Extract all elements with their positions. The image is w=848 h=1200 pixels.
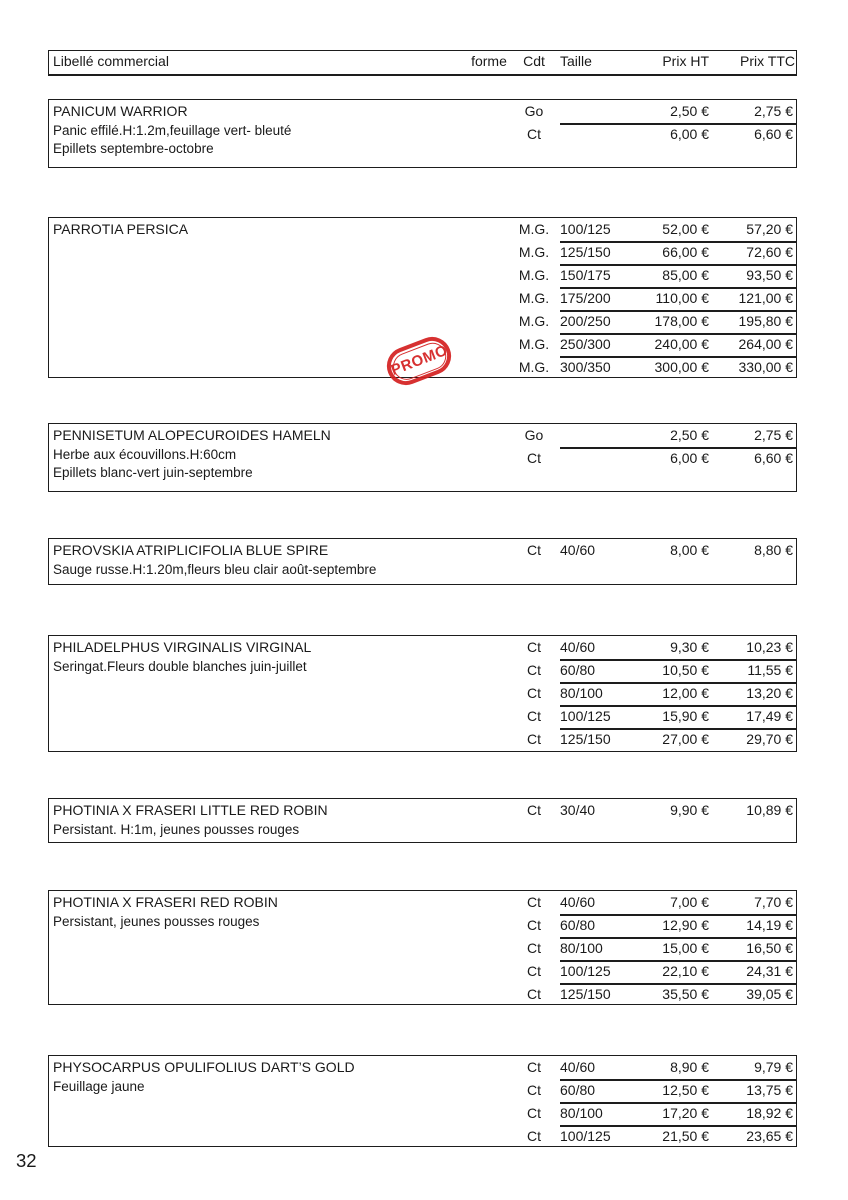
price-rows bbox=[49, 539, 796, 584]
cell-ttc: 9,79 € bbox=[754, 1059, 793, 1075]
price-rows bbox=[49, 891, 796, 1004]
price-row bbox=[49, 100, 796, 123]
cell-taille: 100/125 bbox=[560, 221, 611, 237]
cell-ht: 7,00 € bbox=[670, 894, 709, 910]
product-block bbox=[48, 890, 797, 1005]
cell-taille: 125/150 bbox=[560, 244, 611, 260]
product-block bbox=[48, 635, 797, 752]
price-rows bbox=[49, 100, 796, 167]
cell-ht: 300,00 € bbox=[654, 359, 709, 375]
cell-taille: 40/60 bbox=[560, 639, 596, 655]
cell-ttc: 121,00 € bbox=[738, 290, 793, 306]
cell-ttc: 6,60 € bbox=[754, 126, 793, 142]
cell-cdt: Go bbox=[524, 427, 544, 443]
price-row bbox=[49, 914, 796, 937]
cell-ttc: 16,50 € bbox=[746, 940, 793, 956]
cell-ttc: 23,65 € bbox=[746, 1128, 793, 1144]
promo-stamp-label: PROMO bbox=[388, 341, 451, 380]
header-forme: forme bbox=[471, 53, 507, 69]
price-row bbox=[49, 287, 796, 310]
cell-cdt: Ct bbox=[527, 940, 541, 956]
price-rows bbox=[49, 1056, 796, 1146]
cell-cdt: M.G. bbox=[518, 359, 550, 375]
product-block bbox=[48, 538, 797, 585]
cell-taille: 200/250 bbox=[560, 313, 611, 329]
cell-ttc: 10,89 € bbox=[746, 802, 793, 818]
cell-taille: 100/125 bbox=[560, 963, 611, 979]
header-cdt: Cdt bbox=[523, 53, 545, 69]
product-name: PANICUM WARRIOR bbox=[53, 103, 188, 119]
cell-cdt: M.G. bbox=[518, 267, 550, 283]
cell-cdt: Ct bbox=[527, 986, 541, 1002]
cell-ht: 12,00 € bbox=[662, 685, 709, 701]
price-rows bbox=[49, 799, 796, 842]
header-taille: Taille bbox=[560, 53, 592, 69]
cell-ttc: 195,80 € bbox=[738, 313, 793, 329]
cell-taille: 40/60 bbox=[560, 1059, 596, 1075]
price-row bbox=[49, 1056, 796, 1079]
cell-ttc: 6,60 € bbox=[754, 450, 793, 466]
cell-taille: 250/300 bbox=[560, 336, 611, 352]
cell-cdt: Ct bbox=[527, 1082, 541, 1098]
price-row bbox=[49, 705, 796, 728]
cell-cdt: Go bbox=[524, 103, 544, 119]
cell-cdt: Ct bbox=[527, 917, 541, 933]
cell-ttc: 24,31 € bbox=[746, 963, 793, 979]
product-name: PENNISETUM ALOPECUROIDES HAMELN bbox=[53, 427, 331, 443]
description-line: Panic effilé.H:1.2m,feuillage vert- bleuté bbox=[53, 123, 292, 138]
cell-taille: 300/350 bbox=[560, 359, 611, 375]
product-block bbox=[48, 217, 797, 378]
page-number: 32 bbox=[16, 1150, 37, 1171]
cell-ht: 9,90 € bbox=[670, 802, 709, 818]
price-row bbox=[49, 799, 796, 822]
cell-taille: 40/60 bbox=[560, 542, 596, 558]
product-name: PEROVSKIA ATRIPLICIFOLIA BLUE SPIRE bbox=[53, 542, 329, 558]
cell-ttc: 2,75 € bbox=[754, 427, 793, 443]
cell-cdt: Ct bbox=[527, 894, 541, 910]
price-row bbox=[49, 310, 796, 333]
description-line: Feuillage jaune bbox=[53, 1079, 145, 1094]
cell-cdt: M.G. bbox=[518, 221, 550, 237]
price-row bbox=[49, 1102, 796, 1125]
price-row bbox=[49, 424, 796, 447]
cell-ht: 10,50 € bbox=[662, 662, 709, 678]
price-row bbox=[49, 636, 796, 659]
cell-ttc: 330,00 € bbox=[738, 359, 793, 375]
cell-ht: 6,00 € bbox=[670, 126, 709, 142]
price-rows bbox=[49, 424, 796, 491]
price-row bbox=[49, 728, 796, 751]
product-name: PHYSOCARPUS OPULIFOLIUS DART’S GOLD bbox=[53, 1059, 355, 1075]
cell-ttc: 18,92 € bbox=[746, 1105, 793, 1121]
header-libelle: Libellé commercial bbox=[53, 53, 169, 69]
cell-ttc: 57,20 € bbox=[746, 221, 793, 237]
cell-cdt: M.G. bbox=[518, 336, 550, 352]
price-row bbox=[49, 659, 796, 682]
cell-ht: 12,90 € bbox=[662, 917, 709, 933]
cell-taille: 40/60 bbox=[560, 894, 596, 910]
cell-ttc: 11,55 € bbox=[747, 662, 793, 678]
product-name: PHOTINIA X FRASERI LITTLE RED ROBIN bbox=[53, 802, 328, 818]
price-row bbox=[49, 539, 796, 562]
cell-taille: 150/175 bbox=[560, 267, 611, 283]
cell-ht: 2,50 € bbox=[670, 103, 709, 119]
description-line: Epillets blanc-vert juin-septembre bbox=[53, 465, 253, 480]
product-name: PARROTIA PERSICA bbox=[53, 221, 189, 237]
cell-taille: 60/80 bbox=[560, 1082, 596, 1098]
cell-ttc: 14,19 € bbox=[746, 917, 793, 933]
price-row bbox=[49, 1125, 796, 1148]
product-block bbox=[48, 423, 797, 492]
price-row bbox=[49, 123, 796, 146]
cell-taille: 80/100 bbox=[560, 940, 603, 956]
description-line: Persistant, jeunes pousses rouges bbox=[53, 914, 260, 929]
cell-ht: 15,90 € bbox=[662, 708, 709, 724]
cell-ht: 8,90 € bbox=[670, 1059, 709, 1075]
price-row bbox=[49, 218, 796, 241]
cell-ht: 17,20 € bbox=[662, 1105, 709, 1121]
product-block bbox=[48, 99, 797, 168]
cell-taille: 175/200 bbox=[560, 290, 611, 306]
price-row bbox=[49, 682, 796, 705]
cell-ht: 15,00 € bbox=[662, 940, 709, 956]
price-row bbox=[49, 960, 796, 983]
cell-ht: 12,50 € bbox=[662, 1082, 709, 1098]
cell-ttc: 2,75 € bbox=[754, 103, 793, 119]
cell-taille: 125/150 bbox=[560, 731, 611, 747]
header-prix-ht: Prix HT bbox=[662, 53, 709, 69]
cell-cdt: Ct bbox=[527, 963, 541, 979]
cell-cdt: Ct bbox=[527, 731, 541, 747]
cell-cdt: Ct bbox=[527, 1128, 541, 1144]
product-block bbox=[48, 798, 797, 843]
cell-cdt: M.G. bbox=[518, 313, 550, 329]
cell-taille: 100/125 bbox=[560, 708, 611, 724]
cell-ht: 66,00 € bbox=[662, 244, 709, 260]
cell-cdt: Ct bbox=[527, 1059, 541, 1075]
cell-ht: 22,10 € bbox=[662, 963, 709, 979]
cell-ht: 8,00 € bbox=[670, 542, 709, 558]
cell-cdt: Ct bbox=[527, 1105, 541, 1121]
cell-ttc: 10,23 € bbox=[746, 639, 793, 655]
table-header-row bbox=[48, 50, 797, 76]
cell-ht: 52,00 € bbox=[662, 221, 709, 237]
price-row bbox=[49, 937, 796, 960]
price-row bbox=[49, 891, 796, 914]
cell-taille: 100/125 bbox=[560, 1128, 611, 1144]
product-name: PHOTINIA X FRASERI RED ROBIN bbox=[53, 894, 278, 910]
cell-ttc: 39,05 € bbox=[746, 986, 793, 1002]
cell-ttc: 8,80 € bbox=[754, 542, 793, 558]
cell-cdt: Ct bbox=[527, 450, 541, 466]
cell-cdt: M.G. bbox=[518, 290, 550, 306]
price-row bbox=[49, 264, 796, 287]
cell-ht: 110,00 € bbox=[655, 290, 709, 306]
cell-cdt: Ct bbox=[527, 685, 541, 701]
cell-ttc: 13,75 € bbox=[746, 1082, 793, 1098]
product-name: PHILADELPHUS VIRGINALIS VIRGINAL bbox=[53, 639, 312, 655]
cell-ttc: 93,50 € bbox=[746, 267, 793, 283]
product-block bbox=[48, 1055, 797, 1147]
cell-cdt: M.G. bbox=[518, 244, 550, 260]
description-line: Sauge russe.H:1.20m,fleurs bleu clair août-septembre bbox=[53, 562, 377, 577]
cell-ht: 27,00 € bbox=[662, 731, 709, 747]
price-rows bbox=[49, 636, 796, 751]
cell-taille: 80/100 bbox=[560, 1105, 603, 1121]
price-row bbox=[49, 241, 796, 264]
cell-taille: 30/40 bbox=[560, 802, 596, 818]
cell-taille: 60/80 bbox=[560, 917, 596, 933]
cell-ttc: 264,00 € bbox=[738, 336, 793, 352]
cell-ht: 21,50 € bbox=[662, 1128, 709, 1144]
cell-cdt: Ct bbox=[527, 126, 541, 142]
cell-ht: 35,50 € bbox=[662, 986, 709, 1002]
cell-cdt: Ct bbox=[527, 802, 541, 818]
cell-ttc: 7,70 € bbox=[754, 894, 793, 910]
description-line: Seringat.Fleurs double blanches juin-juillet bbox=[53, 659, 307, 674]
price-row bbox=[49, 983, 796, 1006]
description-line: Epillets septembre-octobre bbox=[53, 141, 214, 156]
cell-ht: 240,00 € bbox=[654, 336, 709, 352]
price-row bbox=[49, 447, 796, 470]
description-line: Herbe aux écouvillons.H:60cm bbox=[53, 447, 237, 462]
cell-ht: 178,00 € bbox=[654, 313, 709, 329]
cell-ht: 6,00 € bbox=[670, 450, 709, 466]
cell-ttc: 13,20 € bbox=[746, 685, 793, 701]
cell-cdt: Ct bbox=[527, 639, 541, 655]
cell-ht: 2,50 € bbox=[670, 427, 709, 443]
cell-taille: 80/100 bbox=[560, 685, 603, 701]
cell-taille: 60/80 bbox=[560, 662, 596, 678]
cell-cdt: Ct bbox=[527, 542, 541, 558]
cell-cdt: Ct bbox=[527, 708, 541, 724]
cell-cdt: Ct bbox=[527, 662, 541, 678]
cell-ht: 9,30 € bbox=[670, 639, 709, 655]
cell-ht: 85,00 € bbox=[662, 267, 709, 283]
cell-ttc: 29,70 € bbox=[746, 731, 793, 747]
description-line: Persistant. H:1m, jeunes pousses rouges bbox=[53, 822, 300, 837]
cell-ttc: 17,49 € bbox=[746, 708, 793, 724]
cell-taille: 125/150 bbox=[560, 986, 611, 1002]
cell-ttc: 72,60 € bbox=[746, 244, 793, 260]
header-prix-ttc: Prix TTC bbox=[740, 53, 795, 69]
price-row bbox=[49, 1079, 796, 1102]
